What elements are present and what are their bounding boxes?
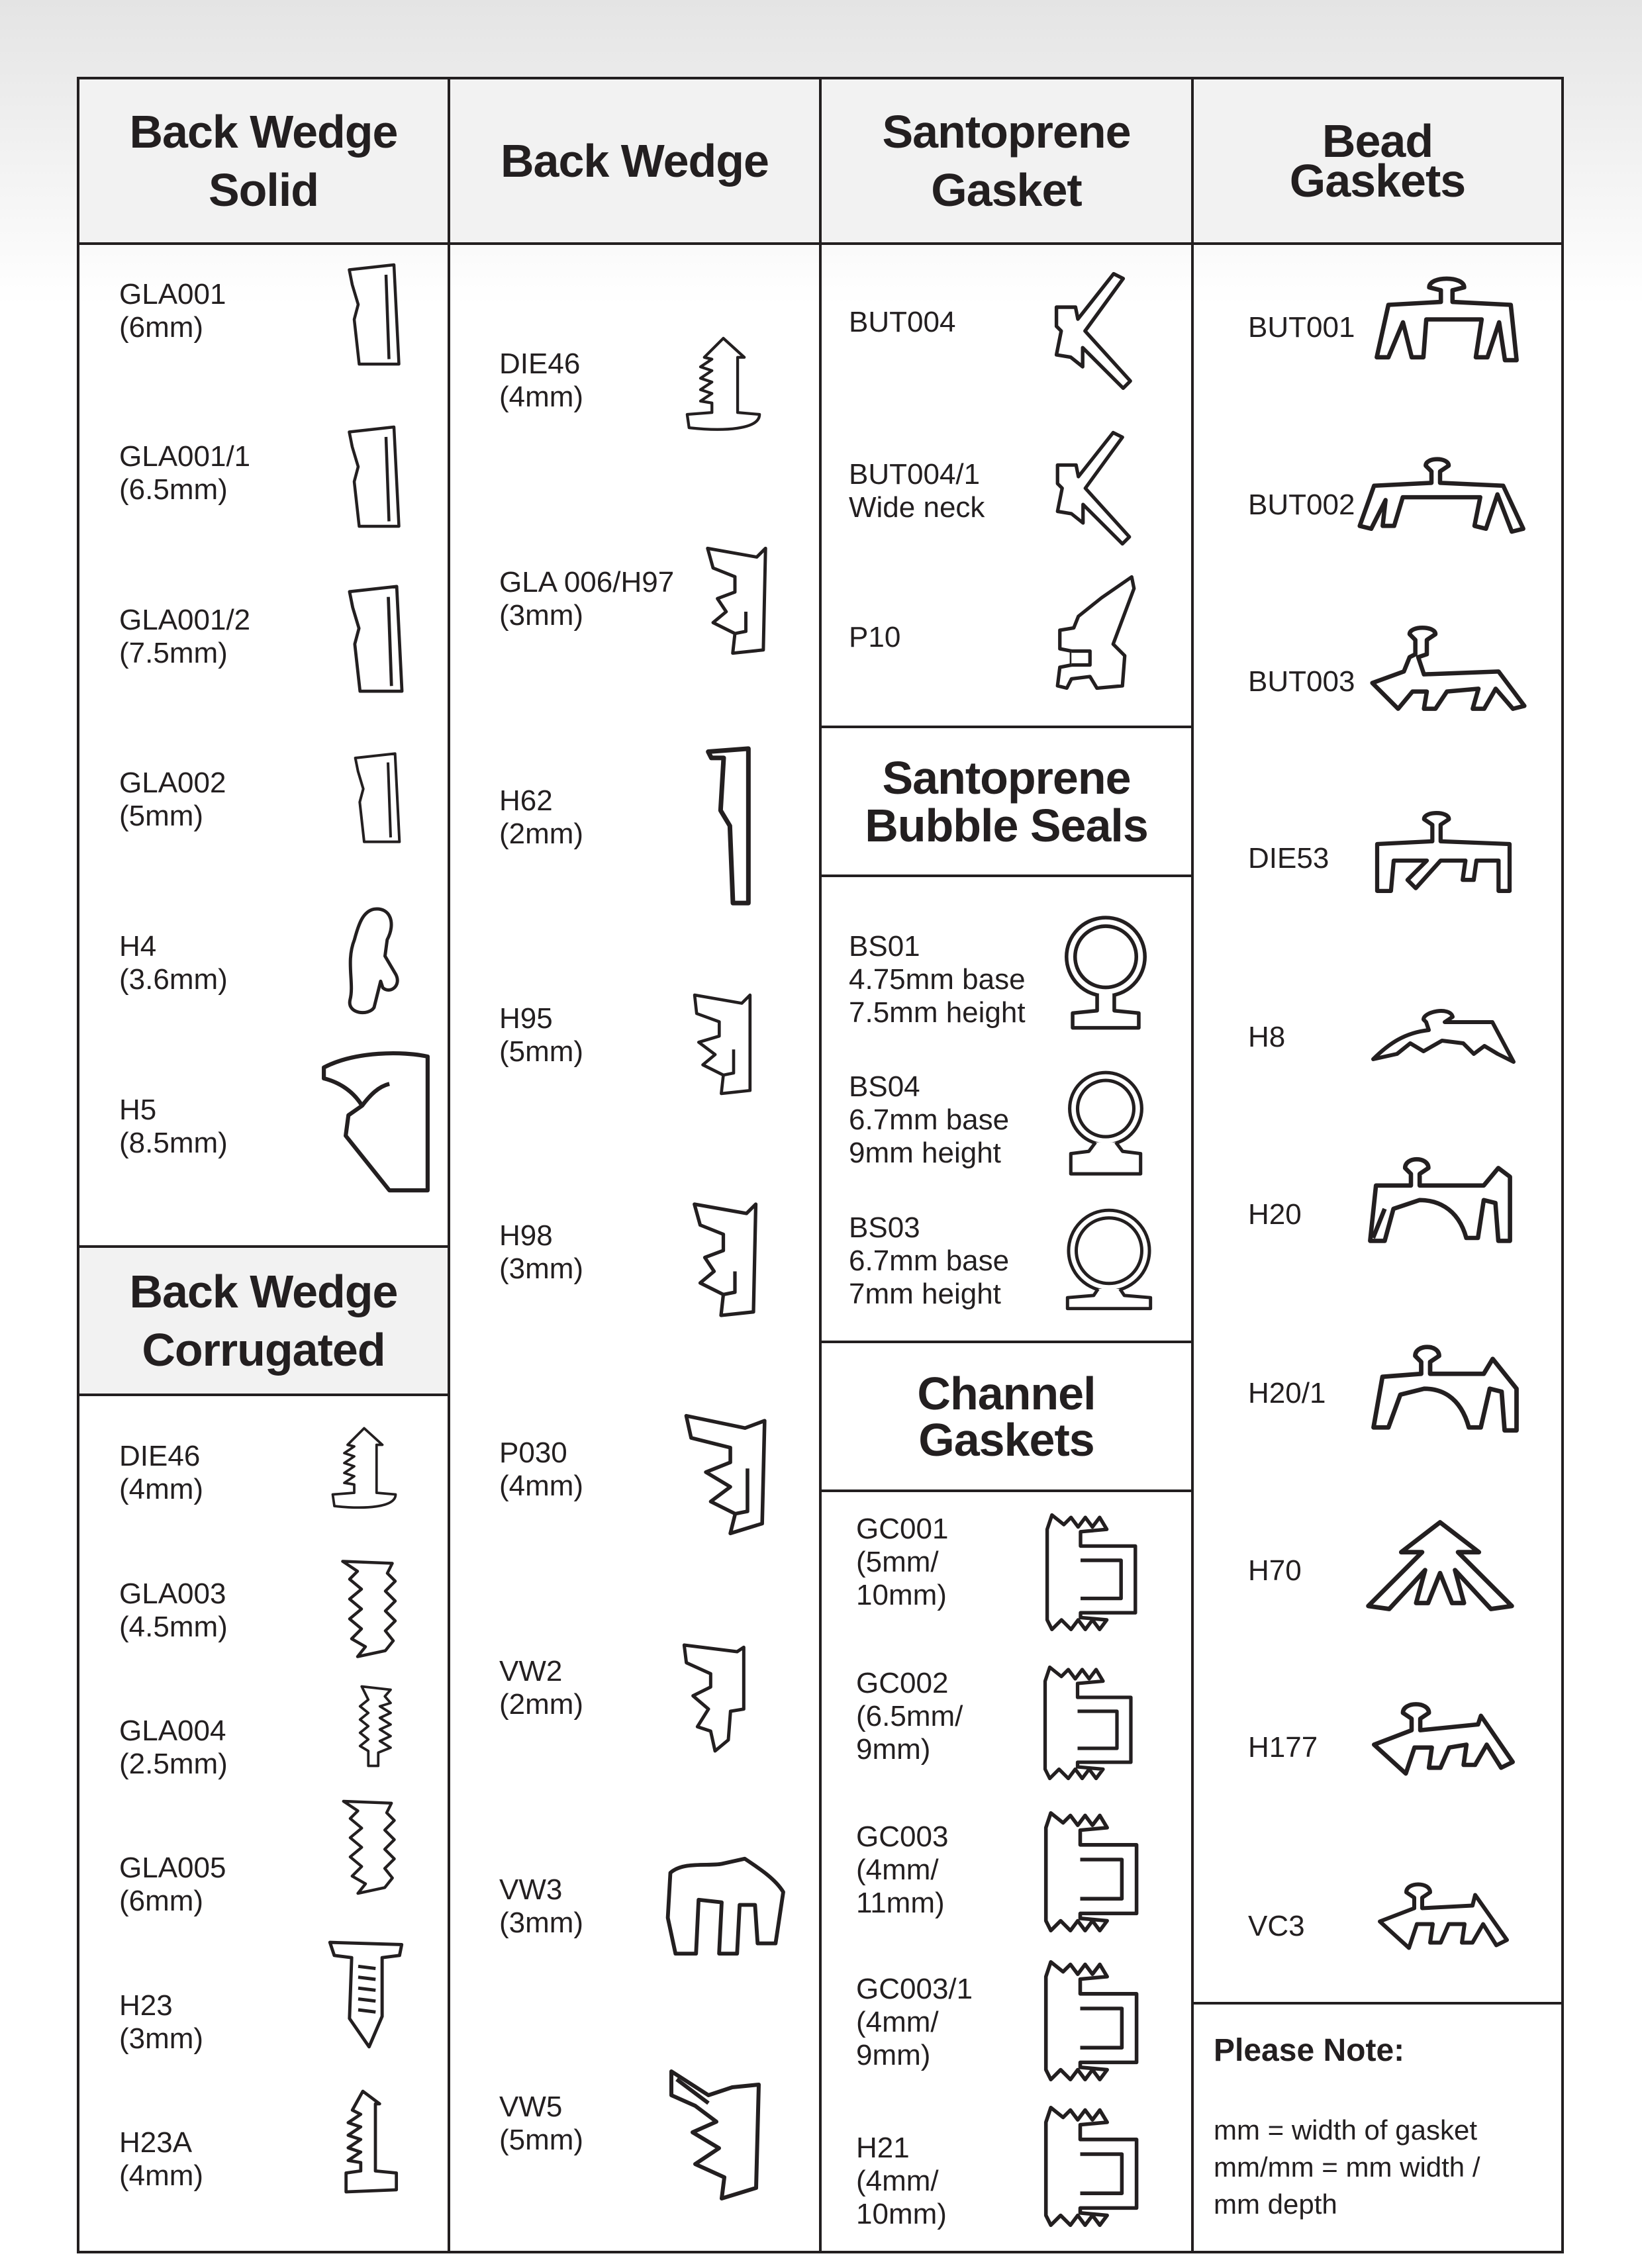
column-header-back-wedge <box>450 79 819 242</box>
hooked-wedge-profile-icon <box>321 1053 430 1192</box>
item-label: DIE53 <box>1248 842 1329 874</box>
item-label: BUT001 <box>1248 311 1355 344</box>
item-label: H95 (5mm) <box>499 1002 584 1068</box>
bubble-seal-icon <box>1063 1066 1149 1178</box>
y-gasket-icon <box>1053 271 1139 391</box>
item-label: BUT004 <box>849 306 956 338</box>
bead-gasket-icon <box>1371 1344 1520 1437</box>
item-label: BS03 6.7mm base 7mm height <box>849 1211 1010 1310</box>
header-line: Gaskets <box>918 1413 1094 1466</box>
header-line: Corrugated <box>142 1324 385 1376</box>
item-label: H62 (2mm) <box>499 784 584 850</box>
item-label: VW3 (3mm) <box>499 1873 584 1939</box>
item-label: VW5 (5mm) <box>499 2091 584 2156</box>
header-line: Channel <box>917 1367 1096 1419</box>
item-label: GLA 006/H97 (3mm) <box>499 566 675 632</box>
item-label: H177 <box>1248 1731 1318 1764</box>
wedge-profile-icon <box>351 751 404 844</box>
header-line: Back Wedge <box>501 135 769 187</box>
column-divider-3 <box>1191 77 1194 2253</box>
item-label: GC003 (4mm/ 11mm) <box>856 1820 949 1919</box>
note-box-top-line <box>1191 2002 1564 2005</box>
channel-gasket-icon <box>1043 1513 1142 1632</box>
item-label: GC003/1 (4mm/ 9mm) <box>856 1973 973 2071</box>
lip-gasket-icon <box>1053 575 1139 690</box>
item-label: BUT004/1 Wide neck <box>849 458 985 524</box>
item-label: GLA003 (4.5mm) <box>119 1578 228 1643</box>
y-gasket-icon <box>1053 430 1139 546</box>
subheader-santoprene-bubble-seals <box>822 728 1191 874</box>
corrugated-wedge-icon <box>685 331 761 437</box>
item-label: BUT002 <box>1248 489 1355 521</box>
note-title: Please Note: <box>1214 2033 1405 2068</box>
rounded-wedge-profile-icon <box>341 907 407 1016</box>
header-line: Gasket <box>931 164 1082 216</box>
item-label: BS01 4.75mm base 7.5mm height <box>849 930 1026 1029</box>
header-line: Santoprene <box>882 751 1131 804</box>
column-divider-2 <box>819 77 822 2253</box>
item-label: H21 (4mm/ 10mm) <box>856 2132 947 2230</box>
bubble-seal-icon <box>1059 910 1152 1033</box>
corrugated-header-bottom-line <box>77 1394 450 1396</box>
item-label: GLA005 (6mm) <box>119 1852 226 1917</box>
item-label: H8 <box>1248 1021 1286 1053</box>
bubble-header-bottom-line <box>819 874 1194 877</box>
header-line: Bubble Seals <box>865 799 1148 851</box>
header-line: Back Wedge <box>129 106 398 158</box>
item-label: DIE46 (4mm) <box>119 1440 204 1505</box>
header-line: Santoprene <box>882 106 1131 158</box>
bead-gasket-icon <box>1374 275 1520 364</box>
item-label: H23A (4mm) <box>119 2126 204 2192</box>
arrow-wedge-icon <box>328 1932 404 2057</box>
header-line: Bead <box>1322 115 1433 167</box>
corrugated-wedge-icon <box>331 1427 397 1509</box>
item-label: H5 (8.5mm) <box>119 1094 228 1159</box>
column-header-back-wedge-solid <box>79 79 448 242</box>
header-line: Gaskets <box>1289 155 1466 207</box>
stepped-wedge-icon <box>702 546 768 655</box>
item-label: GLA001/1 (6.5mm) <box>119 440 251 506</box>
stepped-wedge-icon <box>682 1638 748 1758</box>
item-label: GC001 (5mm/ 10mm) <box>856 1513 949 1611</box>
column-divider-1 <box>448 77 450 2253</box>
item-label: GLA001/2 (7.5mm) <box>119 604 251 669</box>
subheader-channel-gaskets <box>822 1343 1191 1489</box>
bubble-seal-icon <box>1056 1202 1162 1311</box>
item-label: H23 (3mm) <box>119 1989 204 2055</box>
header-line: Solid <box>208 164 319 216</box>
item-label: P10 <box>849 621 901 653</box>
bead-gasket-icon <box>1354 457 1526 536</box>
item-label: BUT003 <box>1248 665 1355 698</box>
item-label: VC3 <box>1248 1910 1305 1942</box>
corrugated-strip-icon <box>338 1554 397 1664</box>
channel-gasket-icon <box>1043 2105 1142 2228</box>
item-label: DIE46 (4mm) <box>499 348 584 413</box>
wing-bead-gasket-icon <box>1367 993 1520 1066</box>
item-label: GLA002 (5mm) <box>119 767 226 832</box>
wedge-profile-icon <box>344 586 407 692</box>
item-label: H20/1 <box>1248 1377 1326 1409</box>
header-line: Back Wedge <box>129 1266 398 1317</box>
item-label: BS04 6.7mm base 9mm height <box>849 1070 1010 1169</box>
note-text: mm = width of gasket mm/mm = mm width / mm depth <box>1214 2114 1480 2220</box>
wedge-profile-icon <box>344 265 404 364</box>
bead-gasket-icon <box>1367 626 1529 712</box>
column-header-bead-gaskets <box>1194 79 1561 242</box>
bead-gasket-icon <box>1367 1155 1513 1248</box>
wedge-profile-icon <box>344 424 404 530</box>
channel-header-bottom-line <box>819 1489 1194 1492</box>
bead-gasket-icon <box>1371 1701 1516 1781</box>
item-label: H70 <box>1248 1554 1302 1587</box>
bead-gasket-icon <box>1377 1880 1510 1956</box>
arrow-wedge-icon <box>338 2085 401 2198</box>
item-label: H98 (3mm) <box>499 1219 584 1285</box>
subheader-back-wedge-corrugated <box>79 1248 448 1394</box>
slim-wedge-icon <box>705 748 751 904</box>
corrugated-strip-icon <box>351 1685 397 1768</box>
stepped-wedge-icon <box>685 993 761 1096</box>
column-header-santoprene-gasket <box>822 79 1191 242</box>
bead-gasket-icon <box>1371 811 1516 894</box>
peak-bead-gasket-icon <box>1364 1519 1516 1612</box>
item-label: VW2 (2mm) <box>499 1655 584 1721</box>
channel-gasket-icon <box>1043 1662 1135 1784</box>
item-label: P030 (4mm) <box>499 1437 584 1502</box>
stepped-wedge-icon <box>682 1413 771 1536</box>
item-label: H4 (3.6mm) <box>119 930 228 996</box>
stepped-wedge-icon <box>689 1197 758 1323</box>
item-label: H20 <box>1248 1198 1302 1231</box>
item-label: GLA004 (2.5mm) <box>119 1715 228 1780</box>
channel-gasket-icon <box>1043 1811 1142 1933</box>
wide-wedge-icon <box>655 1854 788 1956</box>
channel-gasket-icon <box>1043 1960 1142 2082</box>
item-label: GC002 (6.5mm/ 9mm) <box>856 1667 963 1766</box>
corrugated-strip-icon <box>334 1799 401 1895</box>
item-label: GLA001 (6mm) <box>119 278 226 344</box>
angled-wedge-icon <box>669 2069 761 2201</box>
